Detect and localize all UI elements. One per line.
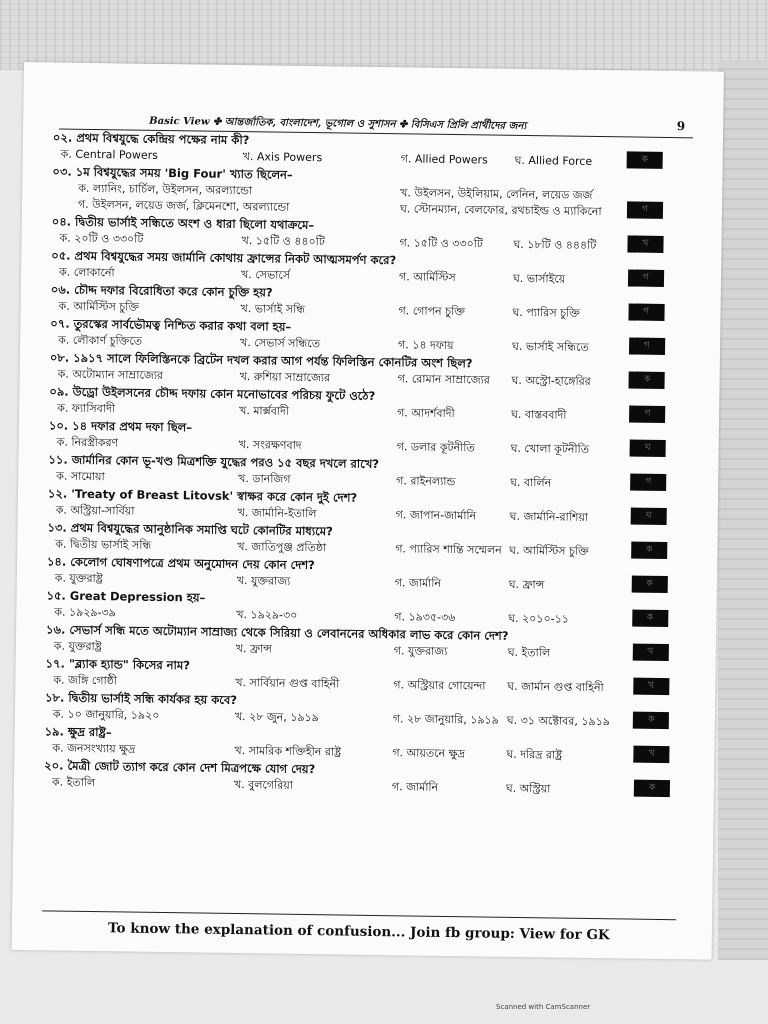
answer-key-box: গ: [628, 303, 664, 321]
question-text: ২০. মৈত্রী জোট ত্যাগ করে কোন দেশ মিত্রপক্ষে যোগ দেয়?: [44, 758, 316, 777]
answer-option: ঘ. বার্লিন: [510, 475, 552, 490]
answer-option: ঘ. ইতালি: [507, 645, 551, 660]
question-item: [46, 622, 696, 662]
answer-option: গ. গোপন চুক্তি: [398, 304, 466, 319]
answer-option: ঘ. খোলা কূটনীতি: [510, 441, 590, 456]
question-text: ১২. 'Treaty of Breast Litovsk' স্বাক্ষর করে কোন দুই দেশ?: [47, 486, 358, 505]
question-item: [46, 588, 696, 628]
answer-option: ক. ১০ জানুয়ারি, ১৯২০: [52, 707, 160, 722]
question-list: [44, 130, 703, 801]
answer-key-box: ক: [631, 576, 667, 594]
page-number: 9: [676, 119, 686, 134]
answer-option: ঘ. ২০১০-১১: [508, 611, 570, 626]
answer-option: খ. যুক্তরাজ্য: [236, 574, 291, 588]
answer-option: ক. অস্ট্রিয়া-সার্বিয়া: [55, 503, 135, 518]
answer-option: গ. ডলার কূটনীতি: [396, 440, 475, 455]
answer-option: গ. আর্মিস্টিস: [398, 270, 456, 285]
answer-key-box: গ: [630, 474, 666, 492]
answer-option: গ. অস্ট্রিয়ার গোয়েন্দা: [393, 678, 486, 693]
answer-option: গ. Allied Powers: [400, 152, 488, 167]
answer-option: গ. রাইনল্যান্ড: [396, 474, 456, 489]
answer-option: খ. ভার্সাই সন্ধি: [240, 302, 306, 316]
question-item: [50, 316, 700, 356]
question-text: ১৬. সেভার্স সন্ধি মতে অটোম্যান সাম্রাজ্য থেকে সিরিয়া ও লেবাননের অধিকার লাভ করে কোন দেশ?: [45, 622, 509, 643]
question-text: ০৯. উড্রো উইলসনের চৌদ্দ দফায় কোন মনোভাবের পরিচয় ফুটে ওঠে?: [49, 384, 376, 403]
answer-option: ক. লোকার্নো: [58, 265, 115, 280]
question-item: [47, 554, 697, 594]
answer-option: গ. প্যারিস শান্তি সম্মেলন: [395, 542, 502, 557]
answer-key-box: ঘ: [631, 508, 667, 526]
question-item: [50, 282, 700, 322]
answer-option: খ. ২৮ জুন, ১৯১৯: [234, 710, 319, 725]
answer-option: খ. ডানজিগ: [238, 472, 291, 486]
question-item: [52, 164, 703, 220]
answer-key-box: গ: [627, 201, 663, 219]
answer-option: ক. Central Powers: [60, 147, 159, 162]
question-text: ১৭. "ব্ল্যাক হ্যান্ড" কিসের নাম?: [45, 656, 191, 673]
document-page: [12, 62, 724, 960]
question-text: ১০. ১৪ দফার প্রথম দফা ছিল–: [48, 418, 193, 435]
header-title: Basic View ✤ আন্তর্জাতিক, বাংলাদেশ, ভূগোল ও সুশাসন ✤ বিসিএস প্রিলি প্রার্থীদের জন্য: [149, 115, 527, 133]
answer-option: ঘ. ভার্সাইয়ে: [512, 271, 566, 286]
answer-option: খ. সেভার্স সন্ধিতে: [240, 336, 321, 351]
answer-option: ক. সামোয়া: [56, 469, 105, 484]
answer-key-box: খ: [632, 644, 668, 662]
answer-option: ঘ. জার্মান গুপ্ত বাহিনী: [507, 679, 604, 695]
answer-option: গ. জার্মানি: [394, 576, 442, 590]
answer-option: ঘ. প্যারিস চুক্তি: [512, 305, 581, 320]
answer-option: গ. জার্মানি: [391, 780, 439, 794]
answer-option: ঘ. ১৮টি ও ৪৪৪টি: [513, 237, 597, 253]
question-text: ০৪. দ্বিতীয় ভার্সাই সন্ধিতে অংশ ও ধারা ছিলো যথাক্রমে–: [51, 214, 315, 233]
question-item: [51, 248, 701, 288]
question-text: ০৮. ১৯১৭ সালে ফিলিস্তিনকে ব্রিটেন দখল করার আগ পর্যন্ত ফিলিস্তিন কোনটির অংশ ছিল?: [49, 350, 473, 371]
background-texture-right: [718, 60, 768, 960]
answer-option: গ. আদর্শবাদী: [397, 406, 455, 421]
answer-key-box: গ: [629, 405, 665, 423]
answer-key-box: ক: [627, 151, 663, 169]
answer-option: খ. সামরিক শক্তিহীন রাষ্ট্র: [234, 744, 342, 759]
question-text: ০২. প্রথম বিশ্বযুদ্ধে কেন্দ্রিয় পক্ষের নাম কী?: [52, 130, 250, 148]
answer-key-box: খ: [633, 678, 669, 696]
answer-option: গ. ২৮ জানুয়ারি, ১৯১৯: [392, 712, 499, 727]
answer-option: ক. ফ্যাসিবাদী: [57, 401, 116, 416]
answer-option: খ. ১৯২৯-৩০: [236, 608, 298, 622]
answer-option: ঘ. ফ্রান্স: [508, 577, 545, 592]
answer-option: গ. রোমান সাম্রাজ্যের: [397, 372, 490, 387]
question-item: [45, 656, 695, 696]
answer-option: ক. জঙ্গি গোষ্ঠী: [53, 673, 118, 688]
answer-option: ঘ. ভার্সাই সন্ধিতে: [511, 339, 589, 354]
answer-option: ঘ. বাস্তববাদী: [511, 407, 567, 422]
answer-key-box: ঘ: [630, 439, 666, 457]
question-text: ১৯. ক্ষুদ্র রাষ্ট্র–: [44, 724, 112, 740]
background-texture-top: [0, 0, 768, 70]
answer-option: খ. সার্বিয়ান গুপ্ত বাহিনী: [235, 676, 340, 691]
answer-option: ক. যুক্তরাষ্ট্র: [54, 571, 103, 586]
answer-option: ক. ইতালি: [51, 775, 96, 790]
answer-key-box: ক: [634, 780, 670, 798]
question-item: [48, 486, 698, 526]
question-text: ১৩. প্রথম বিশ্বযুদ্ধের আনুষ্ঠানিক সমাপ্তি ঘটে কোনটির মাধ্যমে?: [47, 520, 333, 539]
answer-option: ঘ. জার্মানি-রাশিয়া: [509, 509, 589, 524]
scanner-watermark: Scanned with CamScanner: [496, 1003, 591, 1011]
answer-option: ঘ. স্টোনম্যান, বেলফোর, রথচাইল্ড ও ম্যাকিনো: [399, 202, 602, 219]
answer-option: ক. জনসংখ্যায় ক্ষুদ্র: [52, 741, 136, 756]
answer-option: ঘ. আর্মিস্টিস চুক্তি: [509, 543, 589, 558]
question-text: ১৫. Great Depression হয়–: [46, 588, 206, 605]
answer-option: ক. যুক্তরাষ্ট্র: [53, 639, 102, 654]
question-item: [51, 214, 701, 254]
answer-option: খ. ১৫টি ও ৪৪০টি: [241, 234, 325, 249]
answer-option: ঘ. Allied Force: [514, 153, 593, 168]
answer-key-box: খ: [627, 235, 663, 253]
answer-option: ক. ২০টি ও ৩৩০টি: [59, 231, 144, 246]
answer-option: ক. নিরস্ত্রীকরণ: [56, 435, 119, 450]
answer-key-box: খ: [634, 746, 670, 764]
question-text: ০৫. প্রথম বিশ্বযুদ্ধের সময় জার্মানি কোথায় ফ্রান্সের নিকট আত্মসমর্পণ করে?: [51, 248, 397, 268]
answer-option: খ. সংরক্ষণবাদ: [238, 438, 302, 452]
answer-option: ক. অটোম্যান সাম্রাজ্যের: [57, 367, 164, 382]
answer-option: ক. দ্বিতীয় ভার্সাই সন্ধি: [55, 537, 152, 552]
answer-option: খ. জার্মানি-ইতালি: [237, 506, 317, 521]
answer-key-box: ক: [631, 542, 667, 560]
question-text: ০৬. চৌদ্দ দফার বিরোধিতা করে কোন চুক্তি হয়?: [50, 282, 273, 300]
answer-option: গ. জাপান-জার্মানি: [395, 508, 477, 523]
answer-key-box: গ: [628, 269, 664, 287]
answer-option: ক. ১৯২৯-৩৯: [54, 605, 116, 620]
answer-option: গ. ১৪ দফায়: [397, 338, 454, 353]
answer-option: খ. উইলসন, উইলিয়াম, লেনিন, লয়েড জর্জ: [400, 186, 593, 202]
answer-option: ঘ. দরিদ্র রাষ্ট্র: [506, 747, 563, 762]
answer-option: ঘ. ৩১ অক্টোবর, ১৯১৯: [506, 713, 611, 729]
answer-option: ক. আর্মিস্টিস চুক্তি: [58, 299, 140, 314]
answer-option: গ. ১৫টি ও ৩৩০টি: [399, 236, 483, 251]
answer-option: ঘ. অস্ট্রিয়া: [505, 781, 551, 796]
question-item: [50, 350, 700, 390]
question-item: [47, 520, 697, 560]
question-text: ১৪. কেলোগ ঘোষণাপত্রে প্রথম অনুমোদন দেয় কোন দেশ?: [46, 554, 315, 573]
question-text: ১৮. দ্বিতীয় ভার্সাই সন্ধি কার্যকর হয় কবে?: [45, 690, 238, 708]
answer-option: গ. আয়তনে ক্ষুদ্র: [392, 746, 465, 761]
answer-option: খ. ফ্রান্স: [235, 642, 272, 656]
answer-option: খ. মার্ক্সবাদী: [239, 404, 290, 418]
question-item: [49, 418, 699, 458]
question-text: ০৩. ১ম বিশ্বযুদ্ধের সময় 'Big Four' খ্যাত ছিলেন–: [52, 164, 293, 182]
answer-option: ক. লৌকার্ণ চুক্তিতে: [58, 333, 143, 348]
answer-option: খ. রুশিয়া সাম্রাজ্যের: [239, 370, 331, 385]
answer-option: খ. জাতিপুঞ্জ প্রতিষ্ঠা: [237, 540, 327, 555]
page-footer: To know the explanation of confusion... Join fb group: View for GK: [42, 910, 676, 944]
question-text: ১১. জার্মানির কোন ভূ-খণ্ড মিত্রশক্তি যুদ্ধের পরও ১৫ বছর দখলে রাখে?: [48, 452, 380, 471]
answer-option: ক. ল্যানিং, চার্চিল, উইলসন, অরল্যান্ডো: [78, 181, 253, 198]
question-text: ০৭. তুরস্কের সার্বভৌমত্ব নিশ্চিত করার কথা বলা হয়–: [50, 316, 292, 334]
answer-option: ঘ. অস্ট্রো-হাঙ্গেরির: [511, 373, 591, 388]
answer-option: খ. বুলগেরিয়া: [233, 778, 294, 792]
answer-key-box: গ: [628, 337, 664, 355]
answer-key-box: ক: [632, 610, 668, 628]
answer-option: গ. উইলসন, লয়েড জর্জ, ক্লিমেনশো, অরল্যান্ডো: [77, 197, 290, 214]
answer-key-box: ক: [633, 712, 669, 730]
answer-option: গ. ১৯৩৫-৩৬: [394, 610, 456, 625]
answer-option: খ. সেভার্সে: [240, 268, 291, 282]
question-item: [49, 384, 699, 424]
question-item: [44, 758, 694, 798]
answer-key-box: ক: [629, 371, 665, 389]
question-item: [48, 452, 698, 492]
answer-option: গ. যুক্তরাজ্য: [393, 644, 448, 658]
answer-option: খ. Axis Powers: [242, 150, 323, 165]
